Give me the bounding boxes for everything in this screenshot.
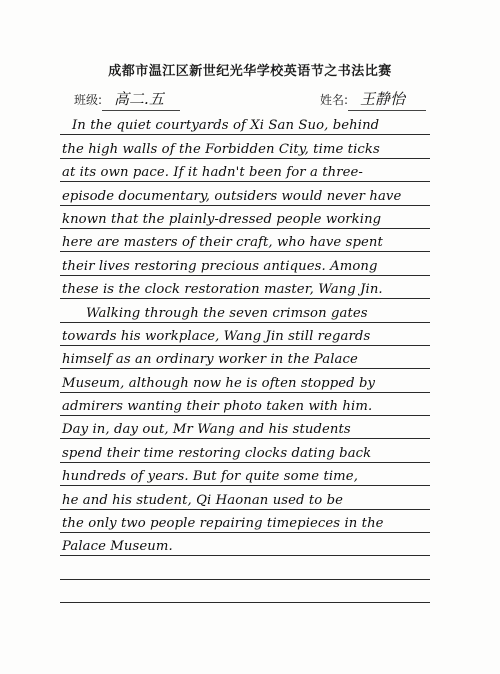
writing-line (60, 135, 430, 158)
handwritten-text: Walking through the seven crimson gates (86, 305, 368, 321)
name-label: 姓名: (320, 93, 349, 107)
writing-line (60, 276, 430, 299)
writing-line (60, 439, 430, 462)
handwritten-text: towards his workplace, Wang Jin still regards (62, 328, 371, 344)
handwritten-text: these is the clock restoration master, Wang Jin. (62, 282, 383, 298)
handwritten-text: at its own pace. If it hadn't been for a three- (62, 165, 363, 181)
name-value: 王静怡 (360, 90, 406, 108)
page-title: 成都市温江区新世纪光华学校英语节之书法比赛 (108, 64, 392, 79)
writing-line (60, 416, 430, 439)
handwritten-text: Museum, although now he is often stopped by (62, 375, 376, 391)
writing-line (60, 182, 430, 205)
class-field (74, 88, 180, 111)
handwritten-text: hundreds of years. But for quite some time, (62, 469, 358, 485)
writing-line (60, 112, 430, 135)
writing-line (60, 393, 430, 416)
handwritten-text: Day in, day out, Mr Wang and his students (62, 422, 351, 438)
handwritten-text: Palace Museum. (62, 539, 173, 555)
handwritten-text: the high walls of the Forbidden City, time ticks (62, 141, 380, 157)
writing-line (60, 486, 430, 509)
class-value: 高二.五 (114, 90, 164, 108)
writing-line (60, 580, 430, 603)
handwritten-text: episode documentary, outsiders would never have (62, 188, 402, 204)
handwritten-text: spend their time restoring clocks dating back (62, 445, 372, 461)
writing-line (60, 556, 430, 579)
writing-line (60, 323, 430, 346)
writing-line (60, 510, 430, 533)
handwritten-text: he and his student, Qi Haonan used to be (62, 492, 344, 508)
writing-line (60, 369, 430, 392)
writing-line (60, 463, 430, 486)
writing-line (60, 229, 430, 252)
handwritten-text: himself as an ordinary worker in the Palace (62, 352, 358, 368)
writing-lines (60, 112, 430, 603)
writing-line (60, 533, 430, 556)
handwritten-text: their lives restoring precious antiques. Among (62, 258, 378, 274)
writing-line (60, 159, 430, 182)
writing-line (60, 206, 430, 229)
writing-line (60, 346, 430, 369)
handwritten-text: admirers wanting their photo taken with him. (62, 399, 373, 415)
writing-line (60, 299, 430, 322)
handwritten-text: the only two people repairing timepieces in the (62, 516, 384, 532)
writing-line (60, 252, 430, 275)
name-field (320, 88, 426, 111)
class-label: 班级: (74, 93, 103, 107)
handwritten-text: here are masters of their craft, who have spent (62, 235, 383, 251)
handwritten-text: In the quiet courtyards of Xi San Suo, behind (72, 118, 380, 134)
handwritten-text: known that the plainly-dressed people working (62, 211, 382, 227)
